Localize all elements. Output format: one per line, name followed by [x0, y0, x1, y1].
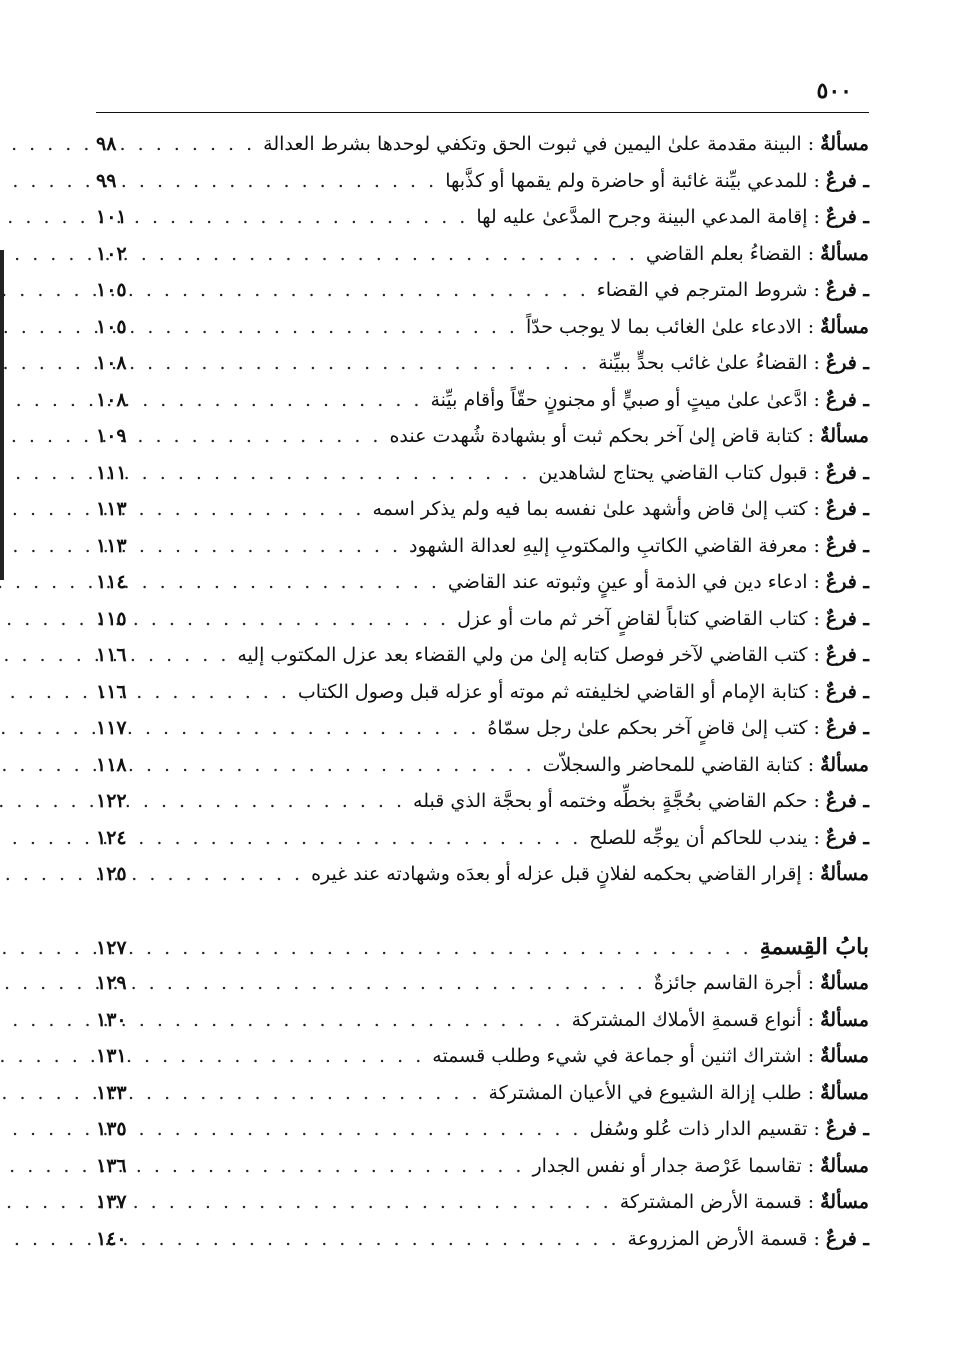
entry-page: ١١٥ — [96, 607, 127, 630]
entry-page: ١٣٣ — [96, 1081, 127, 1104]
entry-title: كتب إلىٰ قاضٍ آخر بحكم علىٰ رجل سمّاهُ — [487, 717, 808, 739]
section-gap — [96, 893, 869, 929]
entry-separator: : — [807, 1154, 815, 1177]
entry-separator: : — [813, 1118, 820, 1140]
header-rule — [96, 112, 869, 113]
entry-title: أنواع قسمةِ الأملاك المشتركة — [571, 1008, 802, 1031]
dot-leader — [138, 309, 526, 346]
entry-separator: : — [813, 534, 820, 557]
entry-separator: : — [813, 571, 820, 593]
entry-separator: : — [807, 425, 815, 447]
entry-title: الادعاء علىٰ الغائب بما لا يوجب حدّاً — [525, 315, 802, 338]
entry-title: كتب القاضي لآخر فوصل كتابه إلىٰ من ولي القضاء بعد عزل المكتوب إليه — [237, 644, 808, 666]
entry-page: ١٠٥ — [96, 279, 127, 301]
entry-separator: : — [813, 388, 820, 411]
toc-row[interactable] — [96, 564, 869, 601]
toc-row[interactable] — [96, 382, 869, 419]
entry-title: طلب إزالة الشيوع في الأعيان المشتركة — [488, 1081, 802, 1104]
entry-separator: : — [813, 826, 820, 849]
entry-page: ١١٣ — [96, 498, 127, 520]
dot-leader — [138, 564, 448, 601]
entry-title: يندب للحاكم أن يوجِّه للصلح — [589, 826, 808, 849]
toc-row[interactable] — [96, 236, 869, 273]
entry-separator: : — [807, 1045, 815, 1067]
dot-leader — [138, 1148, 532, 1185]
entry-separator: : — [807, 1081, 815, 1104]
entry-separator: : — [813, 607, 820, 630]
toc-row[interactable] — [96, 1002, 869, 1039]
dot-leader — [138, 491, 372, 528]
dot-leader — [138, 930, 760, 967]
entry-page: ١٢٢ — [96, 790, 127, 812]
entry-title: ادعاء دين في الذمة أو عينٍ وثبوته عند القاضي — [447, 571, 808, 593]
entry-separator: : — [813, 279, 820, 301]
entry-label: ـ فرعٌ — [825, 498, 869, 520]
toc-row[interactable] — [96, 163, 869, 200]
entry-label: ـ فرعٌ — [825, 169, 869, 192]
dot-leader — [138, 163, 445, 200]
entry-separator: : — [807, 972, 815, 994]
entry-title: قسمة الأرض المشتركة — [619, 1191, 802, 1213]
entry-title: ادَّعىٰ علىٰ ميتٍ أو صبيٍّ أو مجنونٍ حقّاً وأقام بيِّنة — [430, 388, 808, 411]
entry-page: ١٠١ — [96, 206, 127, 228]
entry-title: كتب إلىٰ قاض وأشهد علىٰ نفسه بما فيه ولم يذكر اسمه — [372, 498, 808, 520]
entry-separator: : — [807, 133, 815, 155]
entry-label: ـ فرعٌ — [825, 717, 869, 739]
entry-title: أجرة القاسم جائزةٌ — [653, 972, 802, 994]
entry-page: ١٠٥ — [96, 315, 127, 338]
entry-title: تقسيم الدار ذات عُلو وسُفل — [589, 1118, 808, 1140]
dot-leader — [138, 382, 430, 419]
toc-row[interactable] — [96, 601, 869, 638]
dot-leader — [138, 710, 487, 747]
dot-leader — [138, 674, 298, 711]
entry-separator: : — [807, 242, 815, 265]
entry-title: كتابة قاض إلىٰ آخر بحكم ثبت أو بشهادة شُهدت عنده — [389, 425, 802, 447]
entry-title: كتابة القاضي للمحاضر والسجلاّت — [542, 753, 802, 776]
toc-row[interactable] — [96, 637, 869, 674]
toc-row[interactable] — [96, 1148, 869, 1185]
entry-separator: : — [807, 1191, 815, 1213]
entry-label: مسألةٌ — [820, 1008, 869, 1031]
entry-page: ١٠٨ — [96, 388, 127, 411]
dot-leader — [138, 272, 597, 309]
dot-leader — [138, 345, 598, 382]
entry-separator: : — [813, 206, 820, 228]
dot-leader — [138, 637, 237, 674]
entry-label: ـ فرعٌ — [825, 206, 869, 228]
entry-page: ١١٦ — [96, 680, 127, 703]
entry-page: ١١٨ — [96, 753, 127, 776]
entry-page: ١٠٩ — [96, 425, 127, 447]
entry-title: إقرار القاضي بحكمه لفلانٍ قبل عزله أو بعدَه وشهادته عند غيره — [311, 863, 802, 885]
entry-label: ـ فرعٌ — [825, 826, 869, 849]
dot-leader — [138, 199, 476, 236]
toc-row[interactable] — [96, 965, 869, 1002]
entry-separator: : — [813, 644, 820, 666]
entry-title: القضاءُ علىٰ غائب بحدٍّ ببيِّنة — [598, 352, 808, 374]
entry-label: مسألةٌ — [820, 242, 869, 265]
entry-page: ١٣٥ — [96, 1118, 127, 1140]
entry-page: ١٠٨ — [96, 352, 127, 374]
dot-leader — [138, 1111, 589, 1148]
entry-page: ١٣١ — [96, 1045, 127, 1067]
entry-page: ٩٩ — [96, 169, 117, 192]
entry-label: ـ فرعٌ — [825, 352, 869, 374]
entry-title: تقاسما عَرْصة جدار أو نفس الجدار — [532, 1154, 802, 1177]
toc-row[interactable] — [96, 528, 869, 565]
entry-label: مسألةٌ — [820, 1154, 869, 1177]
entry-separator: : — [807, 315, 815, 338]
entry-label: ـ فرعٌ — [825, 571, 869, 593]
toc-row[interactable] — [96, 345, 869, 382]
dot-leader — [138, 455, 538, 492]
dot-leader — [138, 1002, 572, 1039]
entry-separator: : — [813, 680, 820, 703]
entry-title: القضاءُ بعلم القاضي — [645, 242, 802, 265]
entry-label: مسألةٌ — [820, 863, 869, 885]
toc-section-1 — [96, 126, 869, 893]
entry-label: ـ فرعٌ — [825, 790, 869, 812]
entry-label: ـ فرعٌ — [825, 1118, 869, 1140]
entry-page: ١٢٥ — [96, 863, 127, 885]
entry-separator: : — [813, 169, 820, 192]
entry-page: ١١٣ — [96, 534, 127, 557]
toc-row[interactable] — [96, 710, 869, 747]
toc-row[interactable] — [96, 820, 869, 857]
toc-row[interactable] — [96, 126, 869, 163]
entry-page: ١١١ — [96, 461, 127, 484]
entry-title: كتابة الإمام أو القاضي لخليفته ثم موته أو عزله قبل وصول الكتاب — [297, 680, 808, 703]
entry-title: قبول كتاب القاضي يحتاج لشاهدين — [538, 461, 808, 484]
entry-page: ١٤٠ — [96, 1227, 127, 1250]
entry-label: مسألةٌ — [820, 315, 869, 338]
entry-separator: : — [807, 863, 815, 885]
entry-title: للمدعي بيِّنة غائبة أو حاضرة ولم يقمها أو كذَّبها — [445, 169, 808, 192]
entry-page: ١١٧ — [96, 717, 127, 739]
entry-label: ـ فرعٌ — [825, 279, 869, 301]
dot-leader — [138, 418, 389, 455]
entry-label: مسألةٌ — [820, 425, 869, 447]
entry-title: إقامة المدعي البينة وجرح المدَّعىٰ عليه لها — [476, 206, 808, 228]
entry-page: ١١٦ — [96, 644, 127, 666]
toc-row[interactable] — [96, 309, 869, 346]
toc-row[interactable] — [96, 199, 869, 236]
dot-leader — [138, 1075, 489, 1112]
entry-label: مسألةٌ — [820, 1045, 869, 1067]
entry-label: ـ فرعٌ — [825, 388, 869, 411]
toc-row[interactable] — [96, 856, 869, 893]
entry-label: مسألةٌ — [820, 1081, 869, 1104]
dot-leader — [138, 601, 457, 638]
toc-section-2 — [96, 965, 869, 1257]
dot-leader — [138, 1221, 628, 1258]
entry-title: معرفة القاضي الكاتبِ والمكتوبِ إليهِ لعدالة الشهود — [409, 534, 808, 557]
toc-row[interactable] — [96, 1184, 869, 1221]
entry-page: ١٢٩ — [96, 972, 127, 994]
entry-page: ٩٨ — [96, 133, 117, 155]
toc-row[interactable] — [96, 783, 869, 820]
entry-label: ـ فرعٌ — [825, 607, 869, 630]
chapter-page: ١٢٧ — [96, 936, 127, 959]
table-of-contents — [96, 126, 869, 1257]
entry-page: ١٣٦ — [96, 1154, 127, 1177]
dot-leader — [138, 528, 409, 565]
entry-separator: : — [807, 753, 815, 776]
toc-row[interactable] — [96, 418, 869, 455]
toc-row[interactable] — [96, 747, 869, 784]
toc-row[interactable] — [96, 1038, 869, 1075]
entry-label: ـ فرعٌ — [825, 534, 869, 557]
entry-separator: : — [813, 790, 820, 812]
dot-leader — [138, 783, 413, 820]
dot-leader — [138, 1038, 432, 1075]
chapter-title: بابُ القِسمةِ — [759, 933, 869, 960]
entry-label: ـ فرعٌ — [825, 644, 869, 666]
entry-label: مسألةٌ — [820, 133, 869, 155]
entry-page: ١٣٧ — [96, 1191, 127, 1213]
dot-leader — [138, 126, 263, 163]
toc-row[interactable] — [96, 1111, 869, 1148]
dot-leader — [138, 1184, 620, 1221]
entry-title: البينة مقدمة علىٰ اليمين في ثبوت الحق وتكفي لوحدها بشرط العدالة — [263, 133, 802, 155]
entry-label: ـ فرعٌ — [825, 1227, 869, 1250]
entry-page: ١٠٢ — [96, 242, 127, 265]
dot-leader — [138, 820, 589, 857]
entry-separator: : — [807, 1008, 815, 1031]
dot-leader — [138, 965, 654, 1002]
toc-row[interactable] — [96, 272, 869, 309]
dot-leader — [138, 236, 646, 273]
entry-label: مسألةٌ — [820, 972, 869, 994]
entry-title: اشتراك اثنين أو جماعة في شيء وطلب قسمته — [432, 1045, 802, 1067]
toc-row[interactable] — [96, 455, 869, 492]
entry-separator: : — [813, 717, 820, 739]
entry-label: ـ فرعٌ — [825, 461, 869, 484]
toc-chapter-row[interactable] — [96, 929, 869, 966]
entry-separator: : — [813, 1227, 820, 1250]
toc-row[interactable] — [96, 1075, 869, 1112]
dot-leader — [138, 747, 543, 784]
entry-title: كتاب القاضي كتاباً لقاضٍ آخر ثم مات أو عزل — [457, 607, 808, 630]
entry-title: قسمة الأرض المزروعة — [627, 1227, 808, 1250]
toc-row[interactable] — [96, 674, 869, 711]
dot-leader — [138, 856, 311, 893]
entry-label: مسألةٌ — [820, 753, 869, 776]
entry-label: مسألةٌ — [820, 1191, 869, 1213]
entry-page: ١٢٤ — [96, 826, 127, 849]
entry-page: ١١٤ — [96, 571, 127, 593]
entry-page: ١٣٠ — [96, 1008, 127, 1031]
page-number: ٥٠٠ — [816, 78, 852, 104]
entry-title: شروط المترجم في القضاء — [596, 279, 808, 301]
entry-separator: : — [813, 352, 820, 374]
entry-separator: : — [813, 498, 820, 520]
toc-row[interactable] — [96, 491, 869, 528]
entry-separator: : — [813, 461, 820, 484]
entry-title: حكم القاضي بحُجَّةٍ بخطِّه وختمه أو بحجَّة الذي قبله — [413, 790, 808, 812]
toc-row[interactable] — [96, 1221, 869, 1258]
entry-label: ـ فرعٌ — [825, 680, 869, 703]
